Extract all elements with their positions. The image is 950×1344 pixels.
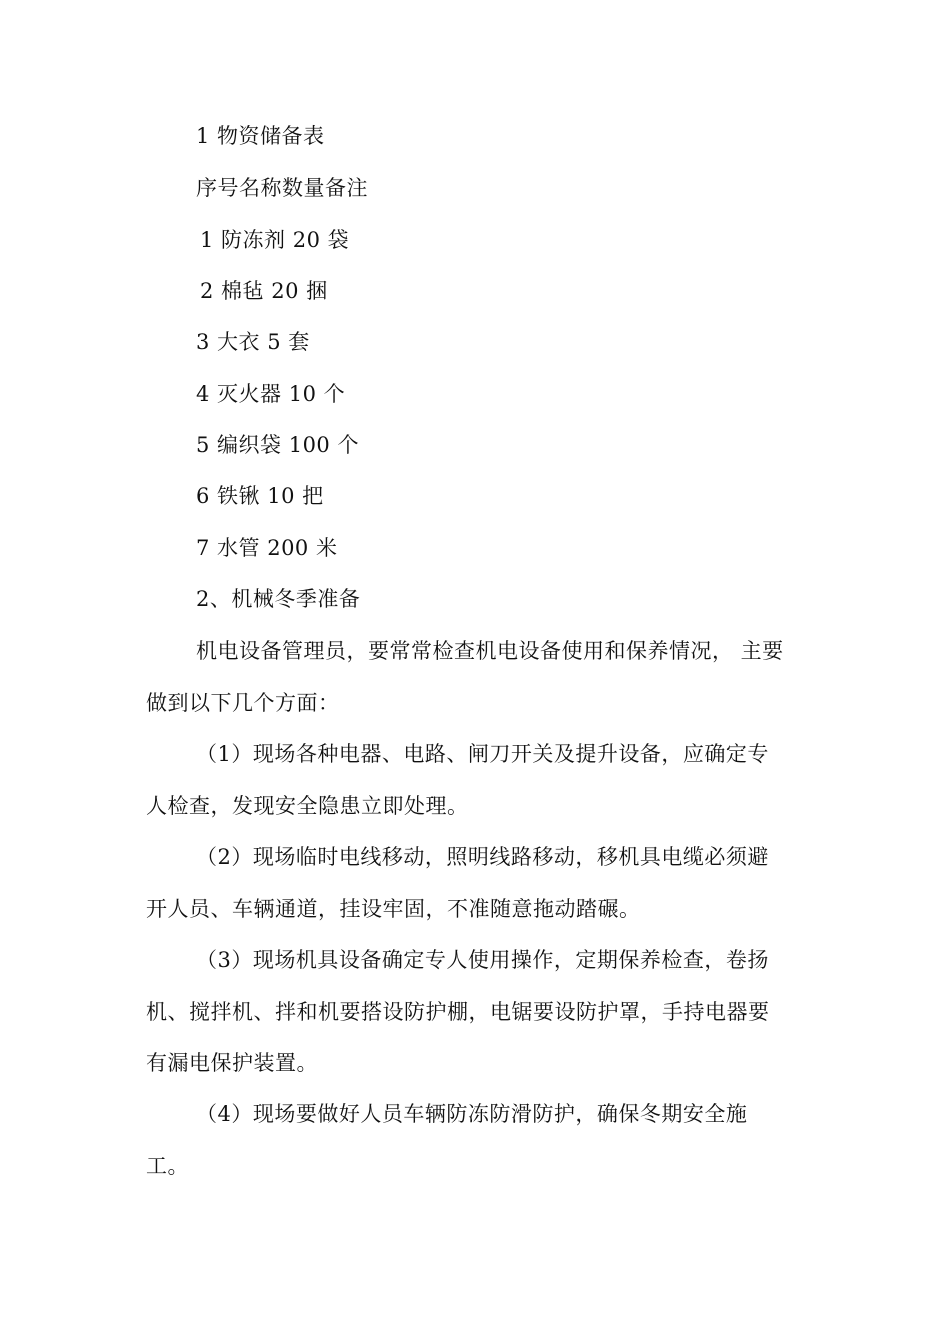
paragraph-line: 机、搅拌机、拌和机要搭设防护棚，电锯要设防护罩，手持电器要 [146,1000,770,1024]
list-item: 7 水管 200 米 [196,536,338,560]
table-caption: 1 物资储备表 [196,124,325,148]
paragraph-line: 人检查，发现安全隐患立即处理。 [146,794,469,818]
paragraph-line: （1）现场各种电器、电路、闸刀开关及提升设备，应确定专 [196,742,769,766]
table-header: 序号名称数量备注 [196,176,368,200]
list-item: 3 大衣 5 套 [196,330,310,354]
paragraph-line: 有漏电保护装置。 [146,1051,318,1075]
list-item: 6 铁锹 10 把 [196,484,324,508]
list-item: 1 防冻剂 20 袋 [200,228,350,252]
list-item: 2 棉毡 20 捆 [200,279,328,303]
section-heading: 2、机械冬季准备 [196,587,361,611]
paragraph-line: 机电设备管理员，要常常检查机电设备使用和保养情况， 主要 [196,639,784,663]
paragraph-line: 工。 [146,1154,189,1178]
paragraph-line: （4）现场要做好人员车辆防冻防滑防护，确保冬期安全施 [196,1102,748,1126]
paragraph-line: 做到以下几个方面： [146,691,340,715]
paragraph-line: 开人员、车辆通道，挂设牢固，不准随意拖动踏碾。 [146,897,641,921]
list-item: 4 灭火器 10 个 [196,382,346,406]
paragraph-line: （2）现场临时电线移动，照明线路移动，移机具电缆必须避 [196,845,769,869]
paragraph-line: （3）现场机具设备确定专人使用操作，定期保养检查，卷扬 [196,948,769,972]
list-item: 5 编织袋 100 个 [196,433,359,457]
